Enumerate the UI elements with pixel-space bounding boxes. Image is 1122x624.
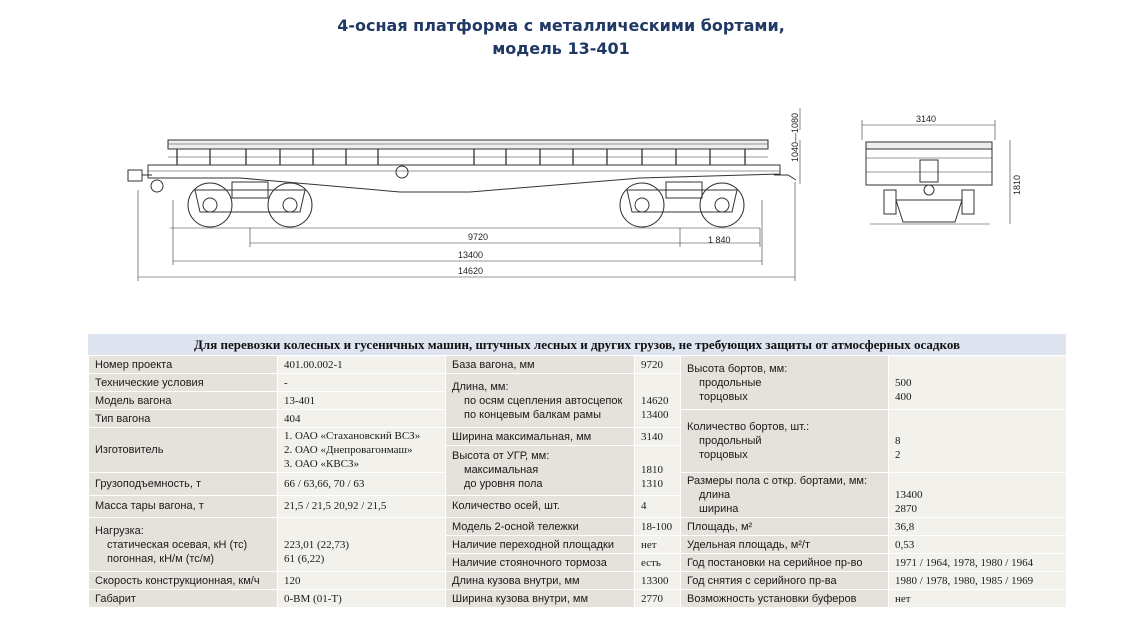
side-height-cell <box>681 356 889 410</box>
brake: есть <box>635 554 681 572</box>
width: 3140 <box>635 428 681 446</box>
length-frame: 13400 <box>641 408 669 421</box>
dim-base: 9720 <box>468 232 489 242</box>
load-linear-label: погонная, кН/м (тс/м) <box>107 552 215 565</box>
speed-label: Скорость конструкционная, км/ч <box>89 572 278 590</box>
floor-label: Размеры пола с откр. бортами, мм: <box>687 475 868 487</box>
dim-overhang: 1 840 <box>708 235 731 245</box>
width-label: Ширина максимальная, мм <box>446 428 635 446</box>
prod-end: 1980 / 1978, 1980, 1985 / 1969 <box>889 572 1067 590</box>
floor-cell <box>681 473 889 518</box>
area-label: Площадь, м² <box>681 518 889 536</box>
side-height-values <box>889 356 1067 410</box>
axles-label: Количество осей, шт. <box>446 495 635 518</box>
height-values <box>635 446 681 496</box>
side-long-label: продольные <box>699 376 762 389</box>
spec-table <box>88 334 1066 608</box>
spec-area: 0,53 <box>889 536 1067 554</box>
tare-label: Масса тары вагона, т <box>89 495 278 518</box>
table-row <box>89 356 1067 374</box>
length-coupler: 14620 <box>641 394 669 407</box>
tech-cond-label: Технические условия <box>89 374 278 392</box>
length-frame-label: по концевым балкам рамы <box>464 408 602 421</box>
side-long: 500 <box>895 376 912 389</box>
load-linear: 61 (6,22) <box>284 552 325 565</box>
gauge: 0-ВМ (01-Т) <box>278 590 446 608</box>
side-height-label: Высота бортов, мм: <box>687 362 788 375</box>
height-max-label: максимальная <box>464 464 539 477</box>
floor-width: 2870 <box>895 503 917 515</box>
brake-label: Наличие стояночного тормоза <box>446 554 635 572</box>
side-count-end-label: торцовых <box>699 449 748 461</box>
maker-label: Изготовитель <box>89 428 278 473</box>
title-line-1: 4-осная платформа с металлическими бортами, <box>337 16 785 35</box>
load-values <box>278 518 446 572</box>
length-values <box>635 374 681 428</box>
side-count-long: 8 <box>895 435 901 447</box>
type: 404 <box>278 410 446 428</box>
speed: 120 <box>278 572 446 590</box>
side-count-label: Количество бортов, шт.: <box>687 421 810 433</box>
length-label: Длина, мм: <box>452 380 509 393</box>
dim-height: 1040—1080 <box>790 112 800 162</box>
side-count-long-label: продольный <box>699 435 762 447</box>
capacity-label: Грузоподъемность, т <box>89 473 278 496</box>
dim-width: 3140 <box>916 114 937 124</box>
inner-width-label: Ширина кузова внутри, мм <box>446 590 635 608</box>
floor-length: 13400 <box>895 489 923 501</box>
prod-start: 1971 / 1964, 1978, 1980 / 1964 <box>889 554 1067 572</box>
side-count-end: 2 <box>895 449 901 461</box>
height-label: Высота от УГР, мм: <box>452 450 550 463</box>
maker-values <box>278 428 446 473</box>
dim-overall-height: 1810 <box>1012 174 1022 195</box>
inner-width: 2770 <box>635 590 681 608</box>
maker-1: 1. ОАО «Стахановский ВСЗ» <box>284 430 421 442</box>
load-axle-label: статическая осевая, кН (тс) <box>107 538 248 551</box>
floor-width-label: ширина <box>699 503 739 515</box>
length-cell <box>446 374 635 428</box>
prod-start-label: Год постановки на серийное пр-во <box>681 554 889 572</box>
side-count-cell <box>681 410 889 473</box>
bogie-label: Модель 2-осной тележки <box>446 518 635 536</box>
floor-values <box>889 473 1067 518</box>
project-no-label: Номер проекта <box>89 356 278 374</box>
buffers: нет <box>889 590 1067 608</box>
tare: 21,5 / 21,5 20,92 / 21,5 <box>278 495 446 518</box>
load-label: Нагрузка: <box>95 524 144 537</box>
table-header: Для перевозки колесных и гусеничных машин, штучных лесных и других грузов, не требующих защиты от атмосферных осадков <box>88 334 1066 355</box>
maker-3: 3. ОАО «КВСЗ» <box>284 458 360 470</box>
tech-cond: - <box>278 374 446 392</box>
height-cell <box>446 446 635 496</box>
axles: 4 <box>635 495 681 518</box>
load-cell <box>89 518 278 572</box>
height-floor: 1310 <box>641 478 663 491</box>
table-row <box>89 590 1067 608</box>
gauge-label: Габарит <box>89 590 278 608</box>
spec-grid <box>88 355 1067 608</box>
capacity: 66 / 63,66, 70 / 63 <box>278 473 446 496</box>
table-row <box>89 572 1067 590</box>
area: 36,8 <box>889 518 1067 536</box>
platform-label: Наличие переходной площадки <box>446 536 635 554</box>
floor-length-label: длина <box>699 489 731 501</box>
dim-total-length: 14620 <box>458 266 484 276</box>
model: 13-401 <box>278 392 446 410</box>
prod-end-label: Год снятия с серийного пр-ва <box>681 572 889 590</box>
model-label: Модель вагона <box>89 392 278 410</box>
side-end: 400 <box>895 390 912 403</box>
base: 9720 <box>635 356 681 374</box>
side-end-label: торцовых <box>699 390 748 403</box>
load-axle: 223,01 (22,73) <box>284 538 350 551</box>
type-label: Тип вагона <box>89 410 278 428</box>
length-coupler-label: по осям сцепления автосцепок <box>464 394 623 407</box>
inner-length: 13300 <box>635 572 681 590</box>
dim-frame-length: 13400 <box>458 250 484 260</box>
spec-area-label: Удельная площадь, м²/т <box>681 536 889 554</box>
bogie: 18-100 <box>635 518 681 536</box>
project-no: 401.00.002-1 <box>278 356 446 374</box>
side-count-values <box>889 410 1067 473</box>
inner-length-label: Длина кузова внутри, мм <box>446 572 635 590</box>
height-max: 1810 <box>641 464 663 477</box>
base-label: База вагона, мм <box>446 356 635 374</box>
platform: нет <box>635 536 681 554</box>
maker-2: 2. ОАО «Днепровагонмаш» <box>284 444 413 456</box>
end-view <box>862 120 1010 224</box>
height-floor-label: до уровня пола <box>464 478 543 491</box>
table-row <box>89 518 1067 536</box>
title-line-2: модель 13-401 <box>492 39 630 58</box>
buffers-label: Возможность установки буферов <box>681 590 889 608</box>
